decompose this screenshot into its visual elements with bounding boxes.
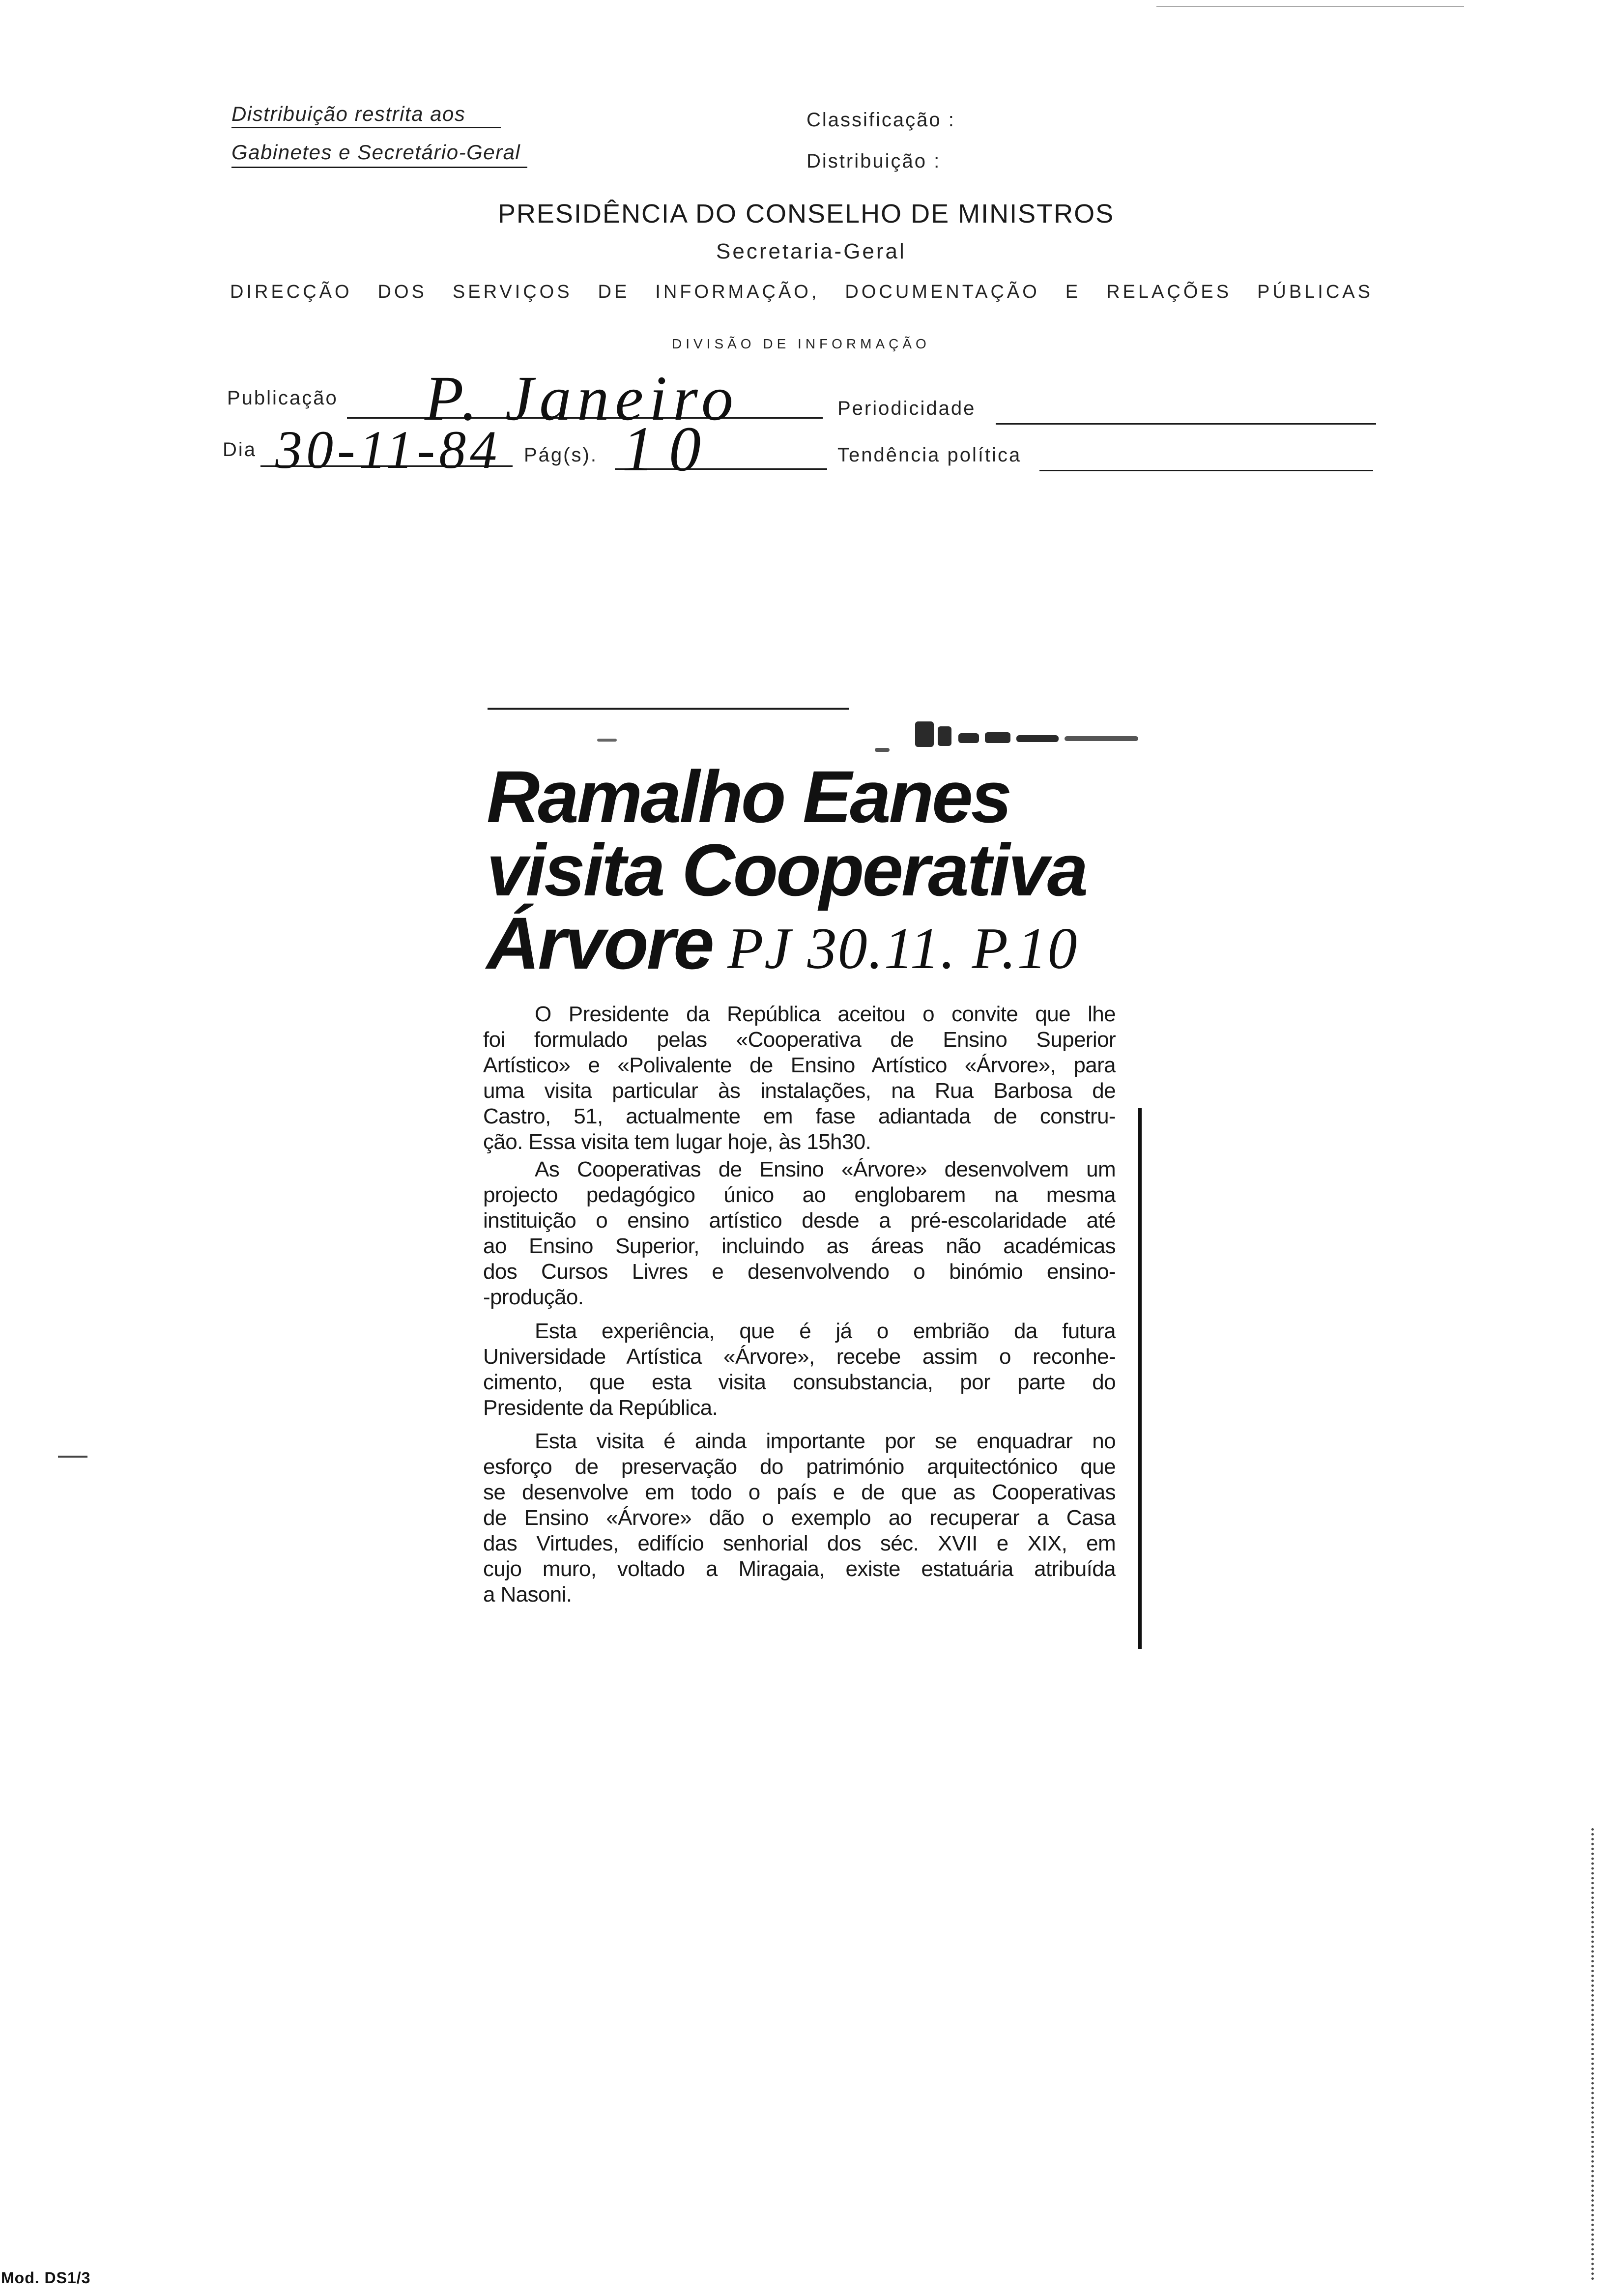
handwritten-reference: PJ 30.11. P.10 (727, 916, 1078, 981)
text-line: ao Ensino Superior, incluindo as áreas não académicas (483, 1234, 1116, 1258)
distribution-note-underline-2 (231, 167, 527, 168)
clipping-top-rule (488, 708, 849, 710)
classification-label: Classificação : (806, 109, 955, 131)
paragraph (483, 1157, 1116, 1310)
headline-line-1: Ramalho Eanes (487, 755, 1010, 838)
margin-mark (58, 1456, 87, 1458)
paragraph (483, 1429, 1116, 1607)
pages-label: Pág(s). (524, 444, 598, 466)
periodicity-label: Periodicidade (837, 398, 976, 419)
headline-line-3: Árvore (487, 902, 713, 984)
scan-edge-line (1156, 6, 1464, 7)
text-line: Castro, 51, actualmente em fase adiantada de constru- (483, 1104, 1116, 1128)
text-line: se desenvolve em todo o país e de que as Cooperativas (483, 1480, 1116, 1504)
form-code: Mod. DS1/3 (1, 2269, 91, 2287)
text-line: As Cooperativas de Ensino «Árvore» desenvolvem um (535, 1157, 1116, 1181)
organization-title: PRESIDÊNCIA DO CONSELHO DE MINISTROS (497, 199, 1115, 229)
distribution-note-line1: Distribuição restrita aos (231, 102, 466, 125)
secretariat-title: Secretaria-Geral (716, 239, 906, 263)
text-line: Universidade Artística «Árvore», recebe assim o reconhe- (483, 1345, 1116, 1369)
political-tendency-line (1039, 470, 1373, 471)
distribution-label: Distribuição : (806, 150, 941, 172)
text-line: instituição o ensino artístico desde a pré-escolaridade até (483, 1208, 1116, 1233)
text-line: esforço de preservação do património arquitectónico que (483, 1455, 1116, 1479)
text-line: foi formulado pelas «Cooperativa de Ensino Superior (483, 1028, 1116, 1052)
text-line: cimento, que esta visita consubstancia, por parte do (483, 1370, 1116, 1394)
text-line: a Nasoni. (483, 1582, 572, 1607)
text-line: Esta visita é ainda importante por se enquadrar no (535, 1429, 1116, 1453)
division-title: DIVISÃO DE INFORMAÇÃO (672, 336, 930, 351)
text-line: Esta experiência, que é já o embrião da futura (535, 1319, 1116, 1343)
text-line: -produção. (483, 1285, 584, 1309)
paragraph (483, 1319, 1116, 1421)
text-line: Artístico» e «Polivalente de Ensino Artístico «Árvore», para (483, 1053, 1116, 1077)
pages-value: 10 (622, 414, 716, 485)
text-line: O Presidente da República aceitou o convite que lhe (535, 1002, 1116, 1026)
day-label: Dia (223, 439, 257, 460)
article-body (483, 1002, 1116, 1607)
publication-value: P. Janeiro (425, 363, 739, 434)
text-line: das Virtudes, edifício senhorial dos séc. XVII e XIX, em (483, 1531, 1116, 1555)
text-line: de Ensino «Árvore» dão o exemplo ao recuperar a Casa (483, 1506, 1116, 1530)
day-value: 30-11-84 (275, 420, 501, 480)
text-line: Presidente da República. (483, 1396, 718, 1420)
distribution-note-line2: Gabinetes e Secretário-Geral (231, 141, 521, 164)
directorate-title: DIRECÇÃO DOS SERVIÇOS DE INFORMAÇÃO, DOCUMENTAÇÃO E RELAÇÕES PÚBLICAS (230, 282, 1373, 302)
headline-line-2: visita Cooperativa (487, 829, 1087, 911)
paragraph (483, 1002, 1116, 1155)
text-line: uma visita particular às instalações, na Rua Barbosa de (483, 1079, 1116, 1103)
political-tendency-label: Tendência política (837, 444, 1022, 466)
text-line: cujo muro, voltado a Miragaia, existe estatuária atribuída (483, 1557, 1116, 1581)
periodicity-line (996, 423, 1376, 425)
text-line: ção. Essa visita tem lugar hoje, às 15h30. (483, 1130, 871, 1154)
scan-edge-dots (1591, 1828, 1594, 2280)
publication-label: Publicação (227, 387, 338, 409)
distribution-note-underline-1 (231, 127, 501, 128)
text-line: projecto pedagógico único ao englobarem na mesma (483, 1183, 1116, 1207)
text-line: dos Cursos Livres e desenvolvendo o binómio ensino- (483, 1260, 1116, 1284)
clipping-edge-bar (1138, 1108, 1142, 1649)
